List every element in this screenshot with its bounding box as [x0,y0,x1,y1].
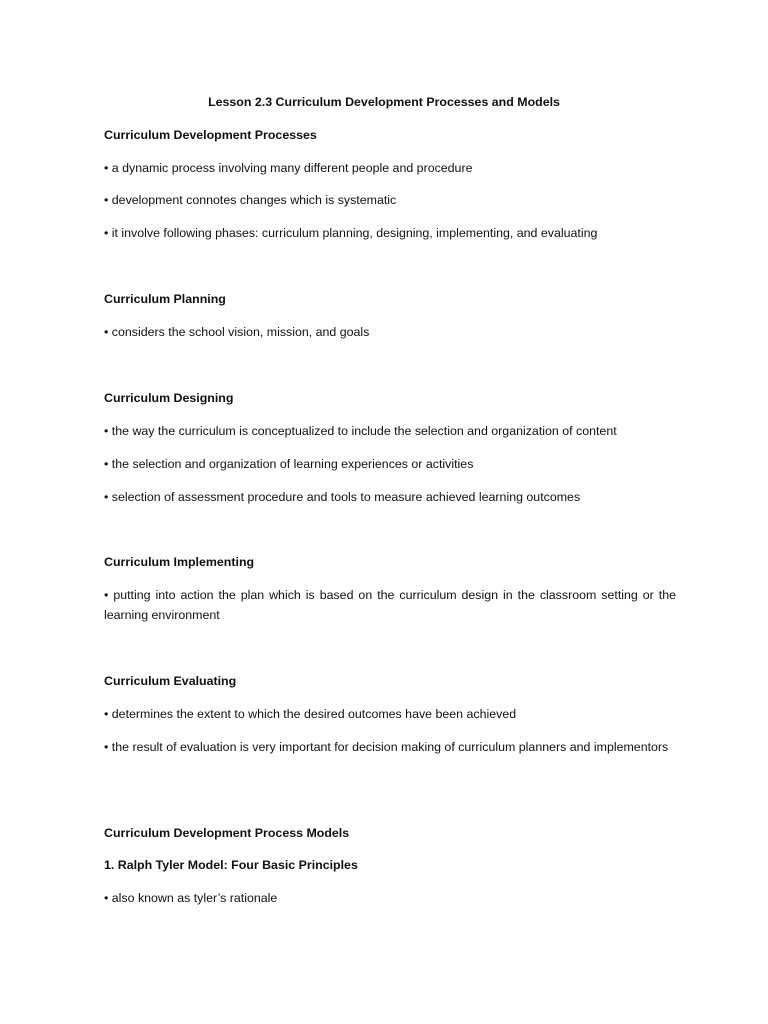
section-heading-designing: Curriculum Designing [104,391,234,405]
bullet-implementing-1: • putting into action the plan which is based on the curriculum design in the classroom setting or the learning environment [104,588,676,622]
bullet-processes-3: • it involve following phases: curriculum planning, designing, implementing, and evaluating [104,226,598,240]
section-heading-implementing: Curriculum Implementing [104,555,255,569]
bullet-evaluating-2: • the result of evaluation is very important for decision making of curriculum planners and implementors [104,740,669,754]
document-title: Lesson 2.3 Curriculum Development Processes and Models [208,95,560,109]
bullet-processes-1: • a dynamic process involving many different people and procedure [104,161,473,175]
section-heading-planning: Curriculum Planning [104,292,226,306]
bullet-designing-3: • selection of assessment procedure and tools to measure achieved learning outcomes [104,490,581,504]
bullet-designing-2: • the selection and organization of learning experiences or activities [104,457,474,471]
section-heading-evaluating: Curriculum Evaluating [104,674,237,688]
section-heading-models: Curriculum Development Process Models [104,826,350,840]
bullet-models-1: • also known as tyler’s rationale [104,891,278,905]
bullet-evaluating-1: • determines the extent to which the desired outcomes have been achieved [104,707,517,721]
bullet-planning-1: • considers the school vision, mission, and goals [104,325,370,339]
model-subheading-tyler: 1. Ralph Tyler Model: Four Basic Principles [104,858,358,872]
section-heading-processes: Curriculum Development Processes [104,128,317,142]
bullet-designing-1: • the way the curriculum is conceptualized to include the selection and organization of content [104,424,617,438]
bullet-processes-2: • development connotes changes which is systematic [104,193,397,207]
